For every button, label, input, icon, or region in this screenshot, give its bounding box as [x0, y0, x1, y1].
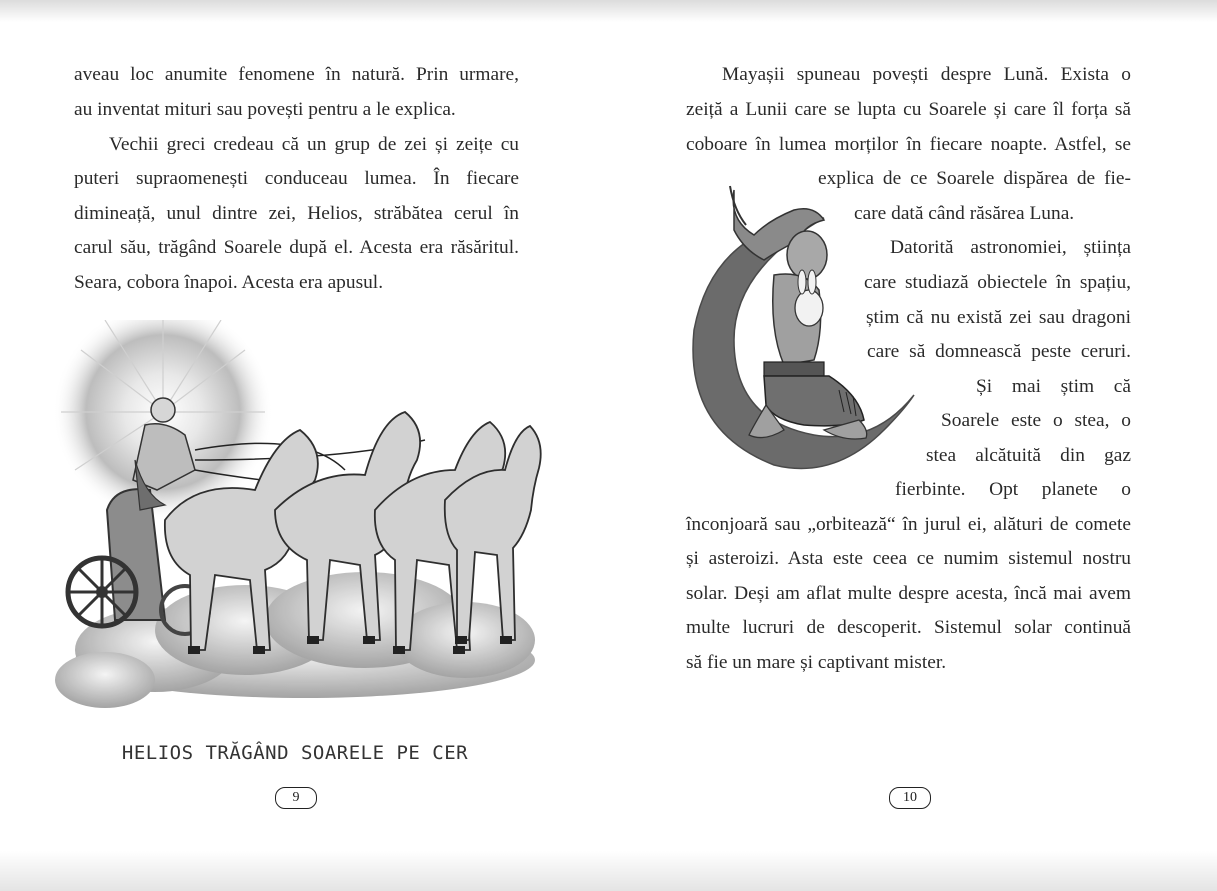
text-line: zeiță a Lunii care se lupta cu Soarele și care îl forța să — [686, 99, 1131, 120]
text-line: puteri supraomenești conduceau lumea. În fiecare — [74, 168, 519, 189]
left-page — [0, 0, 608, 891]
text-line: Mayașii spuneau povești despre Lună. Exista o — [722, 64, 1131, 85]
text-line: și asteroizi. Asta este ceea ce numim sistemul nostru — [686, 548, 1131, 569]
page-number: 9 — [275, 787, 317, 809]
text-line: care studiază obiectele în spațiu, — [864, 272, 1131, 293]
text-line: care să domnească peste ceruri. — [867, 341, 1131, 362]
text-line: dimineață, unul dintre zei, Helios, străbătea cerul în — [74, 203, 519, 224]
helios-chariot-illustration — [45, 320, 555, 730]
text-line: carul său, trăgând Soarele după el. Acesta era răsăritul. — [74, 237, 519, 258]
text-line: explica de ce Soarele dispărea de fie- — [818, 168, 1131, 189]
right-page — [608, 0, 1217, 891]
page-number: 10 — [889, 787, 931, 809]
text-line: Datorită astronomiei, știința — [890, 237, 1131, 258]
text-line: Seara, cobora înapoi. Acesta era apusul. — [74, 272, 384, 293]
text-line: au inventat mituri sau povești pentru a le explica. — [74, 99, 456, 120]
text-line: fierbinte. Opt planete o — [895, 479, 1131, 500]
text-line: Soarele este o stea, o — [941, 410, 1131, 431]
text-line: știm că nu există zei sau dragoni — [866, 307, 1131, 328]
text-line: Și mai știm că — [976, 376, 1131, 397]
text-line: care dată când răsărea Luna. — [854, 203, 1075, 224]
text-line: înconjoară sau „orbitează“ în jurul ei, alături de comete — [686, 514, 1131, 535]
text-line: stea alcătuită din gaz — [926, 445, 1131, 466]
text-line: multe lucruri de descoperit. Sistemul solar continuă — [686, 617, 1131, 638]
text-line: coboare în lumea morților în fiecare noapte. Astfel, se — [686, 134, 1131, 155]
moon-goddess-illustration — [674, 180, 924, 475]
illustration-caption: HELIOS TRĂGÂND SOARELE PE CER — [121, 742, 469, 764]
text-line: aveau loc anumite fenomene în natură. Prin urmare, — [74, 64, 519, 85]
text-line: să fie un mare și captivant mister. — [686, 652, 947, 673]
text-line: solar. Deși am aflat multe despre acesta, încă mai avem — [686, 583, 1131, 604]
text-line: Vechii greci credeau că un grup de zei și zeițe cu — [109, 134, 519, 155]
